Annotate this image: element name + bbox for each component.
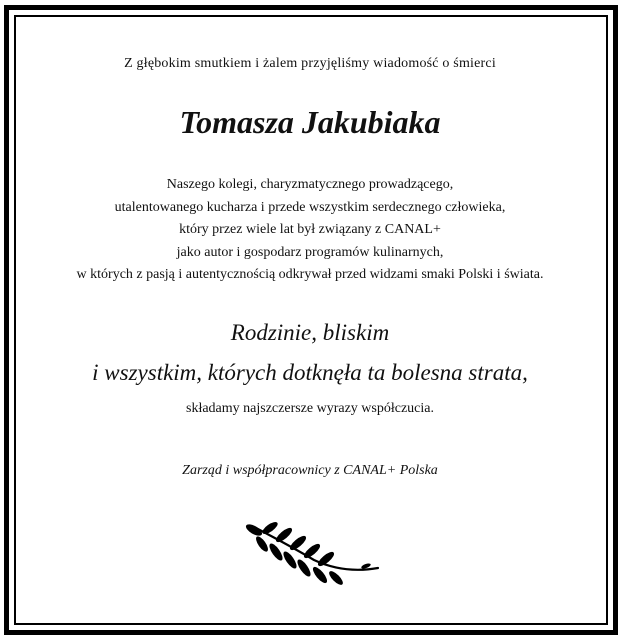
condolence-text: składamy najszczersze wyrazy współczucia. (186, 401, 434, 416)
intro-text: Z głębokim smutkiem i żalem przyjęliśmy wiadomość o śmierci (124, 56, 496, 71)
family-line-1: Rodzinie, bliskim (230, 320, 390, 345)
family-line-2: i wszystkim, których dotknęła ta bolesna strata, (92, 360, 528, 385)
tribute-line: który przez wiele lat był związany z CANAL+ (179, 222, 441, 237)
tribute-line: Naszego kolegi, charyzmatycznego prowadzącego, (166, 177, 454, 192)
signature-text: Zarząd i współpracownicy z CANAL+ Polska (182, 463, 438, 478)
tribute-line: utalentowanego kucharza i przede wszystkim serdecznego człowieka, (114, 199, 506, 215)
tribute-line: jako autor i gospodarz programów kulinarnych, (176, 244, 444, 260)
deceased-name: Tomasza Jakubiaka (179, 104, 441, 140)
tribute-paragraph (0, 174, 620, 287)
laurel-branch-icon (244, 518, 384, 588)
tribute-line: w których z pasją i autentycznością odkrywał przed widzami smaki Polski i świata. (76, 267, 544, 282)
